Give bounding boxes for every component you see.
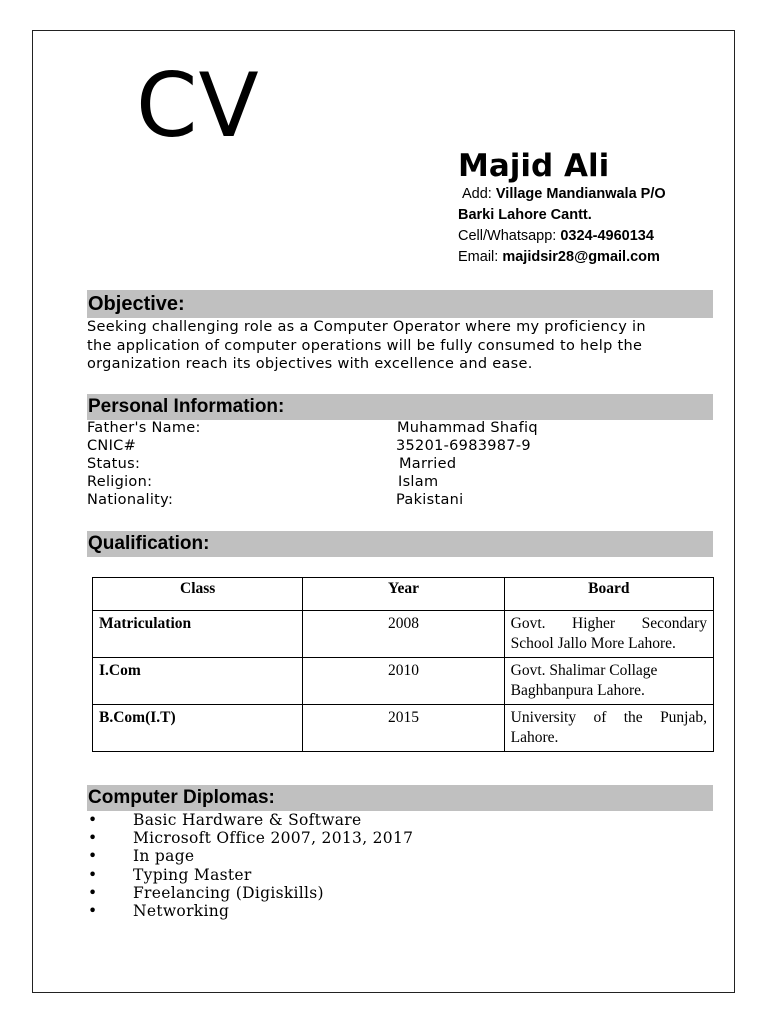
- address-label: Add:: [462, 186, 492, 202]
- bullet: •: [88, 865, 98, 884]
- list-item: [87, 847, 413, 865]
- list-item: [87, 884, 413, 902]
- cnic-value: 35201-6983987-9: [396, 438, 531, 454]
- diploma-text: Typing Master: [133, 865, 252, 884]
- list-item: [87, 902, 413, 920]
- diploma-list: [87, 811, 413, 920]
- class-cell: I.Com: [93, 658, 303, 705]
- computer-diplomas-heading: Computer Diplomas:: [87, 785, 713, 811]
- objective-heading: Objective:: [87, 290, 713, 318]
- objective-line: Seeking challenging role as a Computer Operator where my proficiency in: [87, 319, 646, 335]
- email-line: [458, 249, 660, 265]
- board-cell: University of the Punjab, Lahore.: [504, 705, 713, 752]
- year-cell: 2015: [303, 705, 504, 752]
- diploma-text: Freelancing (Digiskills): [133, 883, 324, 902]
- bullet: •: [88, 847, 98, 866]
- year-cell: 2008: [303, 611, 504, 658]
- cell-line: [458, 228, 654, 244]
- address-value-1: Village Mandianwala P/O: [495, 186, 666, 202]
- table-header-row: [93, 578, 714, 611]
- cnic-label: CNIC#: [87, 438, 137, 454]
- board-cell: Govt. Shalimar Collage Baghbanpura Lahore.: [504, 658, 713, 705]
- objective-line: organization reach its objectives with excellence and ease.: [87, 356, 533, 372]
- objective-text: [87, 318, 707, 374]
- qualification-table: [92, 577, 714, 752]
- class-cell: B.Com(I.T): [93, 705, 303, 752]
- address-value-2: Barki Lahore Cantt.: [458, 207, 592, 223]
- status-label: Status:: [87, 456, 141, 472]
- diploma-text: In page: [133, 847, 195, 866]
- year-cell: 2010: [303, 658, 504, 705]
- bullet: •: [88, 883, 98, 902]
- address-line-2: [458, 207, 592, 223]
- list-item: [87, 811, 413, 829]
- cell-value: 0324-4960134: [560, 228, 654, 244]
- table-row: [93, 705, 714, 752]
- column-header-year: Year: [303, 578, 504, 611]
- objective-line: the application of computer operations will be fully consumed to help the: [87, 337, 643, 354]
- diploma-text: Networking: [133, 902, 230, 921]
- column-header-board: Board: [504, 578, 713, 611]
- nationality-value: Pakistani: [396, 492, 464, 508]
- email-value: majidsir28@gmail.com: [502, 249, 660, 265]
- father-name-value: Muhammad Shafiq: [397, 420, 538, 436]
- cv-title: CV: [136, 54, 260, 157]
- religion-label: Religion:: [87, 474, 153, 490]
- class-cell: Matriculation: [93, 611, 303, 658]
- address-line-1: [458, 186, 666, 202]
- status-value: Married: [399, 456, 457, 472]
- list-item: [87, 866, 413, 884]
- email-label: Email:: [458, 249, 499, 265]
- cell-label: Cell/Whatsapp:: [458, 228, 557, 244]
- diploma-text: Basic Hardware & Software: [133, 811, 362, 829]
- list-item: [87, 829, 413, 847]
- father-name-label: Father's Name:: [87, 420, 201, 436]
- candidate-name: Majid Ali: [458, 148, 610, 184]
- religion-value: Islam: [398, 474, 439, 490]
- table-row: [93, 658, 714, 705]
- bullet: •: [88, 902, 98, 921]
- nationality-label: Nationality:: [87, 492, 174, 508]
- bullet: •: [88, 829, 98, 848]
- personal-info-heading: Personal Information:: [87, 394, 713, 420]
- qualification-heading: Qualification:: [87, 531, 713, 557]
- bullet: •: [88, 811, 98, 829]
- table-row: [93, 611, 714, 658]
- diploma-text: Microsoft Office 2007, 2013, 2017: [133, 829, 414, 848]
- board-cell: Govt. Higher Secondary School Jallo More Lahore.: [504, 611, 713, 658]
- column-header-class: Class: [93, 578, 303, 611]
